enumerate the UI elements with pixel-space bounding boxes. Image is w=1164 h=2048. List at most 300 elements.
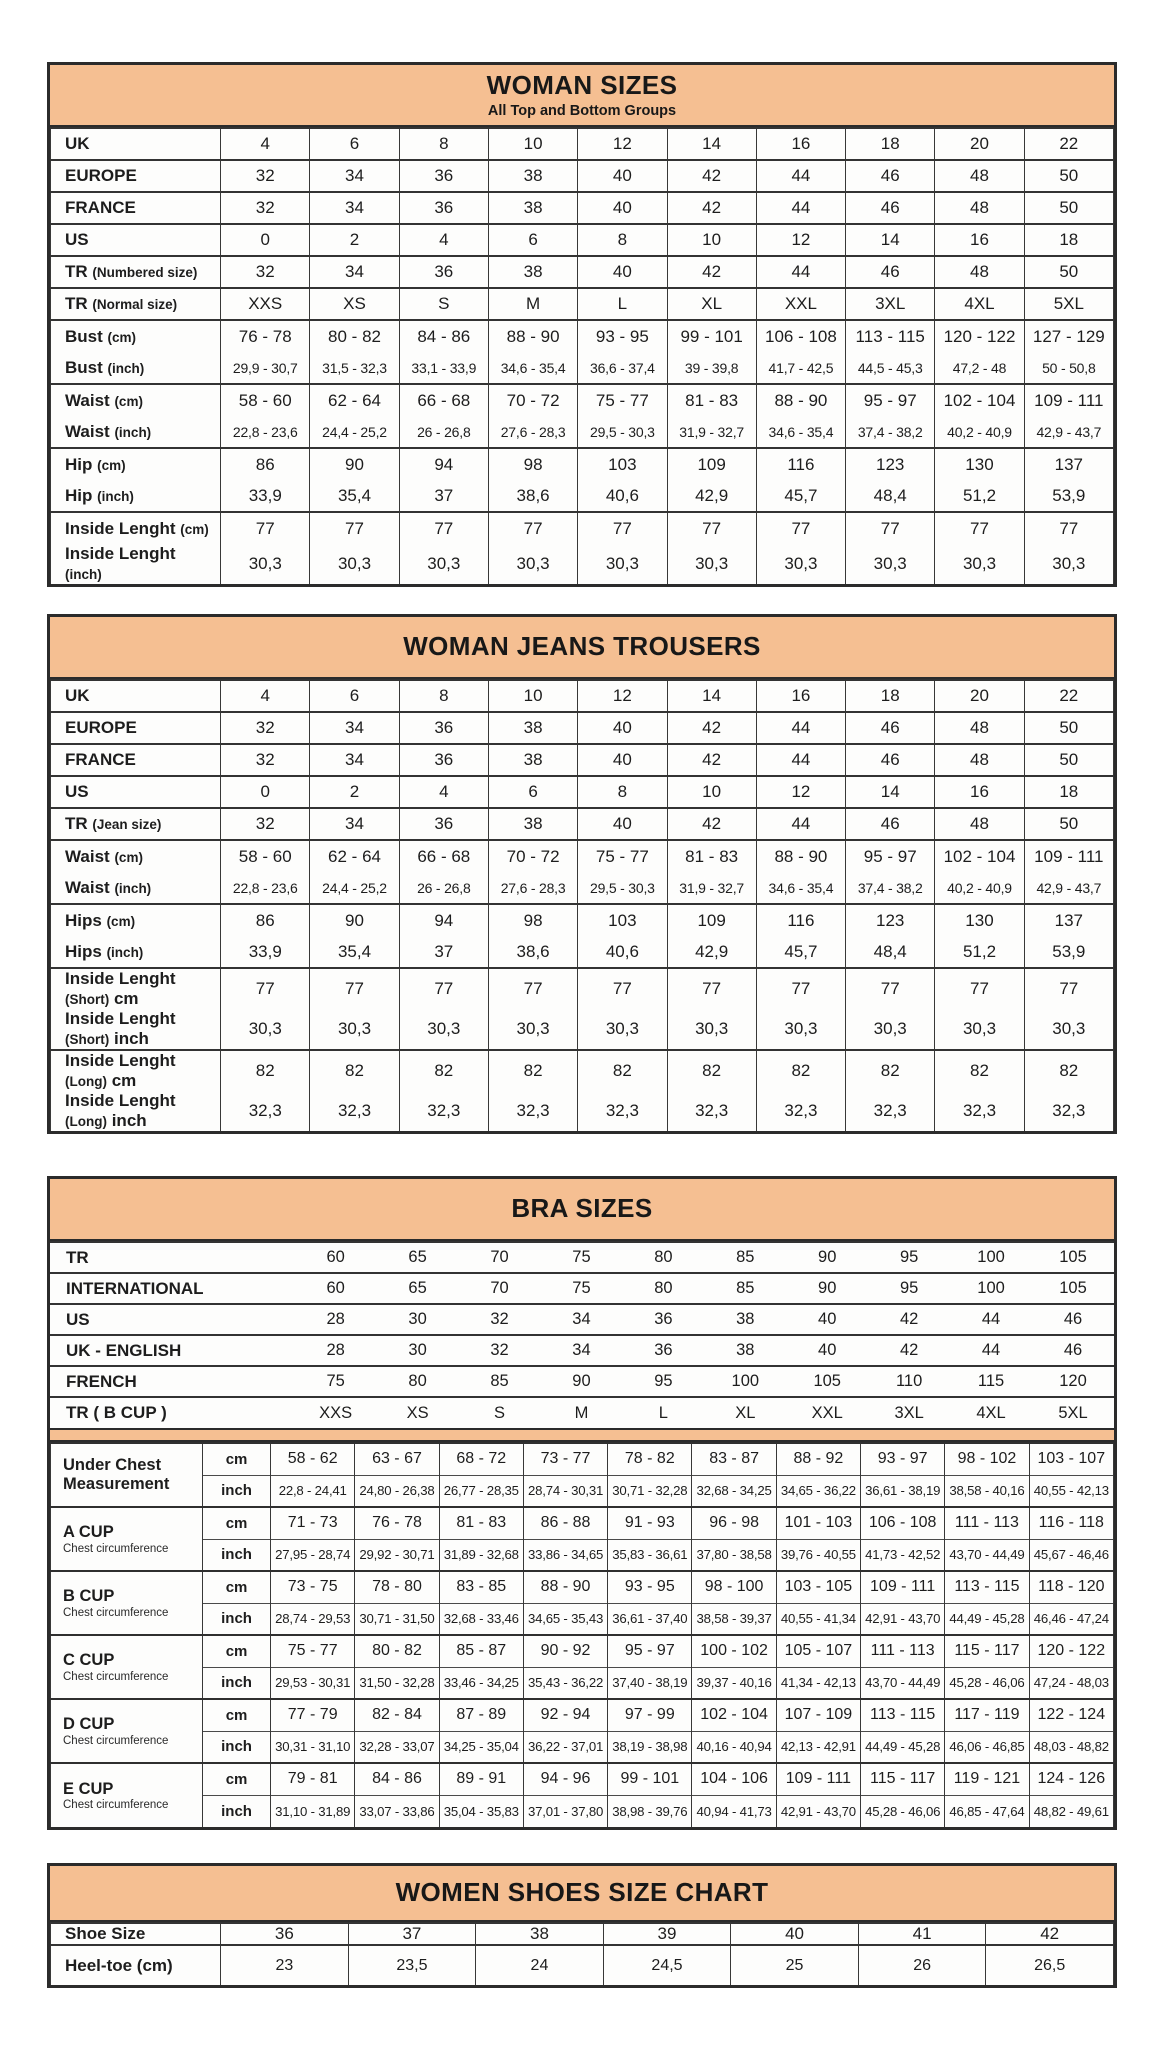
size-cell: 18 — [846, 680, 935, 712]
size-cell: 94 - 96 — [523, 1763, 607, 1795]
size-cell: S — [459, 1397, 541, 1428]
size-cell: 50 — [1024, 808, 1113, 840]
size-cell: 0 — [221, 224, 310, 256]
unit-cell: inch — [203, 1603, 271, 1635]
size-cell: 99 - 101 — [608, 1763, 692, 1795]
size-cell: 90 — [310, 904, 399, 936]
size-cell: 60 — [295, 1242, 377, 1273]
size-cell: 95 - 97 — [846, 384, 935, 416]
size-cell: 122 - 124 — [1029, 1699, 1113, 1731]
size-cell: 50 — [1024, 256, 1113, 288]
size-cell: 12 — [756, 224, 845, 256]
label-parenthetical: (cm) — [106, 913, 136, 929]
size-cell: 6 — [310, 128, 399, 160]
size-cell: 38,58 - 39,37 — [692, 1603, 776, 1635]
size-cell: 105 — [1032, 1242, 1114, 1273]
size-cell: 105 — [786, 1366, 868, 1397]
size-cell: 77 — [399, 512, 488, 544]
size-cell: 77 — [935, 968, 1024, 1009]
size-cell: 30 — [377, 1335, 459, 1366]
size-cell: 36,6 - 37,4 — [578, 352, 667, 384]
size-cell: 36,61 - 38,19 — [861, 1475, 945, 1507]
size-cell: 40 — [578, 160, 667, 192]
size-cell: 36,61 - 37,40 — [608, 1603, 692, 1635]
size-cell: 26 - 26,8 — [399, 872, 488, 904]
size-cell: 85 - 87 — [439, 1635, 523, 1667]
size-cell: 6 — [488, 224, 577, 256]
size-cell: 14 — [846, 776, 935, 808]
size-cell: 82 — [756, 1050, 845, 1091]
label-parenthetical: (Normal size) — [92, 297, 178, 312]
size-cell: 85 — [459, 1366, 541, 1397]
size-cell: 42,91 - 43,70 — [776, 1795, 860, 1827]
size-cell: 42,91 - 43,70 — [861, 1603, 945, 1635]
size-cell: 46 — [846, 192, 935, 224]
size-cell: 32,68 - 33,46 — [439, 1603, 523, 1635]
size-cell: 30 — [377, 1304, 459, 1335]
cup-label — [51, 1443, 203, 1507]
size-cell: 29,5 - 30,3 — [578, 872, 667, 904]
size-cell: 77 — [488, 512, 577, 544]
cup-sublabel: Chest circumference — [63, 1542, 169, 1555]
row-label: US — [50, 1304, 295, 1335]
table-row — [51, 744, 1114, 776]
size-cell: 38 — [488, 712, 577, 744]
row-label: Waist (inch) — [51, 872, 221, 904]
size-cell: 36,22 - 37,01 — [523, 1731, 607, 1763]
size-cell: 4XL — [935, 288, 1024, 320]
table-row — [51, 1763, 1114, 1795]
row-label: TR ( B CUP ) — [50, 1397, 295, 1428]
table-row — [50, 1366, 1114, 1397]
size-cell: 66 - 68 — [399, 384, 488, 416]
size-cell: 68 - 72 — [439, 1443, 523, 1475]
row-label: UK - ENGLISH — [50, 1335, 295, 1366]
size-cell: 40,94 - 41,73 — [692, 1795, 776, 1827]
size-cell: 25 — [731, 1945, 859, 1985]
row-label: Waist (inch) — [51, 416, 221, 448]
size-cell: 18 — [846, 128, 935, 160]
size-cell: 50 — [1024, 744, 1113, 776]
size-cell: 38,19 - 38,98 — [608, 1731, 692, 1763]
size-cell: 36 — [221, 1923, 349, 1945]
size-cell: 80 — [622, 1242, 704, 1273]
size-cell: 6 — [310, 680, 399, 712]
label-parenthetical: (inch) — [107, 360, 145, 376]
size-cell: 38 — [476, 1923, 604, 1945]
size-cell: 75 - 77 — [578, 384, 667, 416]
size-cell: 42,9 — [667, 936, 756, 968]
row-label: EUROPE — [51, 160, 221, 192]
size-cell: 44,49 - 45,28 — [945, 1603, 1029, 1635]
size-cell: 26 - 26,8 — [399, 416, 488, 448]
size-cell: 77 — [1024, 512, 1113, 544]
size-cell: 66 - 68 — [399, 840, 488, 872]
size-cell: 30,71 - 31,50 — [355, 1603, 439, 1635]
size-cell: 120 — [1032, 1366, 1114, 1397]
row-label: FRANCE — [51, 192, 221, 224]
size-cell: 102 - 104 — [935, 840, 1024, 872]
size-cell: 37 — [399, 936, 488, 968]
cup-label-text: B CUP — [63, 1587, 115, 1606]
size-cell: 36 — [622, 1304, 704, 1335]
size-cell: 105 — [1032, 1273, 1114, 1304]
size-cell: 51,2 — [935, 480, 1024, 512]
size-cell: 88 - 90 — [488, 320, 577, 352]
row-label: Hip (inch) — [51, 480, 221, 512]
size-cell: XS — [377, 1397, 459, 1428]
table-row — [51, 1539, 1114, 1571]
size-cell: 60 — [295, 1273, 377, 1304]
size-cell: 27,6 - 28,3 — [488, 872, 577, 904]
size-cell: 109 - 111 — [776, 1763, 860, 1795]
size-cell: 110 — [868, 1366, 950, 1397]
size-cell: 28 — [295, 1304, 377, 1335]
size-cell: 111 - 113 — [945, 1507, 1029, 1539]
size-cell: 46 — [846, 160, 935, 192]
size-cell: 8 — [578, 776, 667, 808]
size-cell: 8 — [578, 224, 667, 256]
size-cell: 83 - 85 — [439, 1571, 523, 1603]
size-cell: 116 — [756, 904, 845, 936]
size-cell: 75 - 77 — [578, 840, 667, 872]
size-cell: 103 — [578, 904, 667, 936]
size-cell: 85 — [704, 1273, 786, 1304]
table-row — [51, 1795, 1114, 1827]
table-title: WOMAN JEANS TROUSERS — [403, 631, 761, 662]
size-cell: 100 — [950, 1242, 1032, 1273]
label-parenthetical: (inch) — [114, 880, 152, 896]
separator-band — [50, 1428, 1114, 1442]
bra-cup-grid — [50, 1442, 1114, 1827]
size-cell: 62 - 64 — [310, 840, 399, 872]
size-cell: 34 — [310, 712, 399, 744]
table-row — [51, 160, 1114, 192]
size-cell: 14 — [667, 680, 756, 712]
size-cell: 115 - 117 — [861, 1763, 945, 1795]
size-cell: 28,74 - 29,53 — [271, 1603, 355, 1635]
size-cell: 65 — [377, 1242, 459, 1273]
table-row — [51, 1091, 1114, 1131]
size-cell: 29,9 - 30,7 — [221, 352, 310, 384]
size-cell: 3XL — [868, 1397, 950, 1428]
size-cell: 4XL — [950, 1397, 1032, 1428]
size-cell: 45,7 — [756, 480, 845, 512]
cup-sublabel: Chest circumference — [63, 1799, 169, 1812]
row-label: Inside Lenght (cm) — [51, 512, 221, 544]
size-cell: 120 - 122 — [1029, 1635, 1113, 1667]
table-row — [51, 776, 1114, 808]
size-cell: 32,3 — [756, 1091, 845, 1131]
size-cell: 34 — [540, 1304, 622, 1335]
size-cell: 46 — [1032, 1304, 1114, 1335]
row-label: Inside Lenght (Long) cm — [51, 1050, 221, 1091]
size-cell: 29,53 - 30,31 — [271, 1667, 355, 1699]
size-cell: 39,37 - 40,16 — [692, 1667, 776, 1699]
table-title: BRA SIZES — [511, 1193, 653, 1224]
table-row — [50, 1335, 1114, 1366]
size-cell: 4 — [221, 128, 310, 160]
cup-label-text: Under Chest Measurement — [63, 1456, 170, 1493]
size-cell: 37,40 - 38,19 — [608, 1667, 692, 1699]
bra-sizes-header-band — [50, 1179, 1114, 1241]
size-cell: 92 - 94 — [523, 1699, 607, 1731]
size-cell: 30,3 — [399, 1009, 488, 1050]
size-cell: 33,9 — [221, 936, 310, 968]
size-cell: 82 — [310, 1050, 399, 1091]
size-cell: 36 — [622, 1335, 704, 1366]
size-cell: 45,28 - 46,06 — [861, 1795, 945, 1827]
size-cell: 32 — [221, 744, 310, 776]
size-cell: 42 — [986, 1923, 1114, 1945]
cup-label — [51, 1699, 203, 1763]
size-cell: 41 — [858, 1923, 986, 1945]
size-cell: 14 — [846, 224, 935, 256]
row-label: Waist (cm) — [51, 384, 221, 416]
size-cell: 33,9 — [221, 480, 310, 512]
size-cell: 46 — [1032, 1335, 1114, 1366]
row-label: UK — [51, 680, 221, 712]
row-label: FRENCH — [50, 1366, 295, 1397]
size-cell: 48 — [935, 808, 1024, 840]
size-cell: 32 — [221, 712, 310, 744]
size-cell: 40 — [731, 1923, 859, 1945]
size-cell: 42 — [667, 160, 756, 192]
label-parenthetical: (Long) — [65, 1074, 107, 1089]
size-cell: 47,2 - 48 — [935, 352, 1024, 384]
size-cell: 37,4 - 38,2 — [846, 872, 935, 904]
size-cell: 77 — [846, 968, 935, 1009]
row-label: Hips (inch) — [51, 936, 221, 968]
size-cell: 26 — [858, 1945, 986, 1985]
size-cell: 31,5 - 32,3 — [310, 352, 399, 384]
size-cell: 77 — [1024, 968, 1113, 1009]
size-cell: 130 — [935, 448, 1024, 480]
size-cell: 47,24 - 48,03 — [1029, 1667, 1113, 1699]
size-cell: 42,9 - 43,7 — [1024, 872, 1113, 904]
size-cell: 43,70 - 44,49 — [861, 1667, 945, 1699]
size-cell: 38 — [488, 192, 577, 224]
size-cell: 123 — [846, 904, 935, 936]
label-parenthetical: (inch) — [97, 488, 134, 504]
size-cell: 30,3 — [488, 544, 577, 584]
shoes-header-band — [50, 1866, 1114, 1922]
size-cell: 32,3 — [399, 1091, 488, 1131]
size-cell: 42 — [667, 712, 756, 744]
size-cell: 82 - 84 — [355, 1699, 439, 1731]
size-cell: 33,07 - 33,86 — [355, 1795, 439, 1827]
table-title: WOMAN SIZES — [486, 69, 678, 100]
size-cell: 33,46 - 34,25 — [439, 1667, 523, 1699]
label-parenthetical: (Jean size) — [92, 817, 162, 832]
label-parenthetical: (Long) — [65, 1114, 107, 1129]
size-cell: 10 — [488, 680, 577, 712]
size-cell: 23 — [221, 1945, 349, 1985]
size-cell: 88 - 90 — [756, 384, 845, 416]
table-row — [51, 1945, 1114, 1985]
size-cell: 137 — [1024, 904, 1113, 936]
size-cell: 102 - 104 — [692, 1699, 776, 1731]
label-parenthetical: (cm) — [114, 393, 143, 409]
size-cell: 70 - 72 — [488, 840, 577, 872]
label-parenthetical: (inch) — [114, 424, 152, 440]
size-cell: 118 - 120 — [1029, 1571, 1113, 1603]
unit-cell: inch — [203, 1475, 271, 1507]
unit-cell: cm — [203, 1571, 271, 1603]
size-cell: 22,8 - 23,6 — [221, 416, 310, 448]
label-parenthetical: (cm) — [97, 457, 126, 473]
size-cell: 100 — [950, 1273, 1032, 1304]
table-row — [51, 1571, 1114, 1603]
size-cell: 4 — [399, 776, 488, 808]
table-row — [51, 1009, 1114, 1050]
table-row — [51, 936, 1114, 968]
size-cell: 98 — [488, 448, 577, 480]
label-parenthetical: (cm) — [114, 849, 143, 865]
size-cell: 39 — [603, 1923, 731, 1945]
size-cell: 40 — [578, 256, 667, 288]
size-cell: 22 — [1024, 680, 1113, 712]
cup-label-text: D CUP — [63, 1715, 115, 1734]
size-cell: 84 - 86 — [399, 320, 488, 352]
cup-label-text: E CUP — [63, 1779, 114, 1798]
size-cell: 10 — [488, 128, 577, 160]
size-cell: 44,49 - 45,28 — [861, 1731, 945, 1763]
size-cell: 38,6 — [488, 936, 577, 968]
size-cell: XS — [310, 288, 399, 320]
size-cell: 98 - 102 — [945, 1443, 1029, 1475]
size-cell: 48 — [935, 160, 1024, 192]
size-cell: 8 — [399, 680, 488, 712]
size-cell: 101 - 103 — [776, 1507, 860, 1539]
row-label: Waist (cm) — [51, 840, 221, 872]
table-row — [51, 416, 1114, 448]
size-cell: 130 — [935, 904, 1024, 936]
size-cell: 50 — [1024, 160, 1113, 192]
size-cell: 30,3 — [667, 1009, 756, 1050]
size-cell: 38 — [704, 1304, 786, 1335]
size-cell: 91 - 93 — [608, 1507, 692, 1539]
table-row — [51, 1635, 1114, 1667]
size-cell: 29,92 - 30,71 — [355, 1539, 439, 1571]
size-cell: 50 - 50,8 — [1024, 352, 1113, 384]
size-cell: 35,43 - 36,22 — [523, 1667, 607, 1699]
size-cell: 44 — [756, 160, 845, 192]
size-cell: 41,7 - 42,5 — [756, 352, 845, 384]
size-cell: 30,3 — [935, 1009, 1024, 1050]
size-cell: 80 - 82 — [355, 1635, 439, 1667]
unit-cell: inch — [203, 1539, 271, 1571]
size-cell: 5XL — [1024, 288, 1113, 320]
size-cell: 115 - 117 — [945, 1635, 1029, 1667]
table-row — [51, 1699, 1114, 1731]
size-cell: 33,1 - 33,9 — [399, 352, 488, 384]
cup-label — [51, 1507, 203, 1571]
size-cell: 44 — [756, 744, 845, 776]
size-cell: 99 - 101 — [667, 320, 756, 352]
size-cell: 50 — [1024, 192, 1113, 224]
size-cell: 40,16 - 40,94 — [692, 1731, 776, 1763]
size-cell: 53,9 — [1024, 480, 1113, 512]
size-cell: 90 — [310, 448, 399, 480]
size-cell: 40,2 - 40,9 — [935, 872, 1024, 904]
size-cell: 50 — [1024, 712, 1113, 744]
size-cell: XL — [667, 288, 756, 320]
size-cell: 20 — [935, 128, 1024, 160]
row-label: EUROPE — [51, 712, 221, 744]
size-cell: 124 - 126 — [1029, 1763, 1113, 1795]
size-cell: 12 — [578, 680, 667, 712]
size-cell: 40 — [578, 808, 667, 840]
size-cell: 32,3 — [667, 1091, 756, 1131]
woman-jeans-table — [47, 614, 1117, 1134]
table-row — [51, 1507, 1114, 1539]
row-label: Inside Lenght (Short) inch — [51, 1009, 221, 1050]
size-cell: 77 — [935, 512, 1024, 544]
row-label: Shoe Size — [51, 1923, 221, 1945]
size-cell: 34,65 - 35,43 — [523, 1603, 607, 1635]
size-cell: 77 — [399, 968, 488, 1009]
size-cell: 48 — [935, 192, 1024, 224]
size-cell: 30,3 — [756, 1009, 845, 1050]
label-parenthetical: (inch) — [106, 944, 144, 960]
size-cell: 80 - 82 — [310, 320, 399, 352]
size-cell: 38 — [488, 256, 577, 288]
row-label: Bust (cm) — [51, 320, 221, 352]
size-cell: 42 — [667, 744, 756, 776]
size-cell: 42 — [667, 808, 756, 840]
size-cell: 76 - 78 — [221, 320, 310, 352]
size-cell: 95 — [622, 1366, 704, 1397]
size-cell: 103 - 105 — [776, 1571, 860, 1603]
table-row — [50, 1304, 1114, 1335]
label-parenthetical: (Short) — [65, 992, 110, 1007]
size-cell: 46,06 - 46,85 — [945, 1731, 1029, 1763]
row-label: Hips (cm) — [51, 904, 221, 936]
size-cell: 106 - 108 — [861, 1507, 945, 1539]
size-cell: 31,9 - 32,7 — [667, 872, 756, 904]
row-label: TR (Normal size) — [51, 288, 221, 320]
size-cell: 42 — [868, 1335, 950, 1366]
table-row — [51, 224, 1114, 256]
table-row — [51, 128, 1114, 160]
cup-sublabel: Chest circumference — [63, 1734, 169, 1747]
size-cell: 34 — [310, 256, 399, 288]
size-cell: 16 — [756, 128, 845, 160]
row-label: FRANCE — [51, 744, 221, 776]
size-cell: 37 — [348, 1923, 476, 1945]
label-parenthetical: (inch) — [65, 567, 102, 582]
label-parenthetical: (cm) — [107, 329, 137, 345]
size-cell: 31,50 - 32,28 — [355, 1667, 439, 1699]
size-cell: 93 - 95 — [608, 1571, 692, 1603]
size-cell: 89 - 91 — [439, 1763, 523, 1795]
size-cell: 27,95 - 28,74 — [271, 1539, 355, 1571]
size-cell: 30,31 - 31,10 — [271, 1731, 355, 1763]
unit-cell: inch — [203, 1795, 271, 1827]
size-cell: 103 — [578, 448, 667, 480]
size-cell: 38 — [704, 1335, 786, 1366]
size-cell: 34 — [310, 160, 399, 192]
size-cell: 48,82 - 49,61 — [1029, 1795, 1113, 1827]
row-label: Heel-toe (cm) — [51, 1945, 221, 1985]
table-row — [51, 480, 1114, 512]
size-cell: 62 - 64 — [310, 384, 399, 416]
size-cell: 32,3 — [221, 1091, 310, 1131]
size-cell: 44 — [756, 192, 845, 224]
table-row — [51, 872, 1114, 904]
size-cell: 30,3 — [578, 1009, 667, 1050]
